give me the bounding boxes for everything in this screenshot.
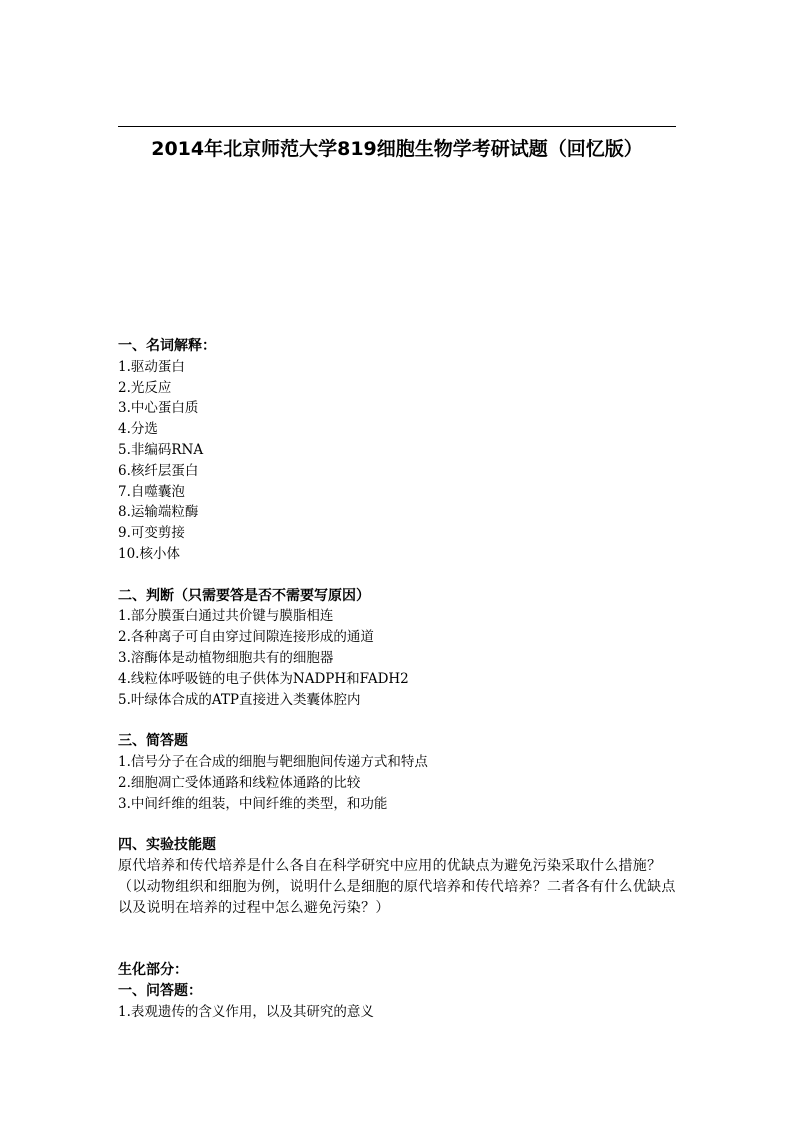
section-heading: 二、判断（只需要答是否不需要写原因）	[118, 587, 370, 604]
header-rule	[118, 126, 676, 127]
list-item: 1.信号分子在合成的细胞与靶细胞间传递方式和特点	[118, 753, 428, 770]
list-item: 7.自噬囊泡	[118, 483, 185, 500]
document-title: 2014年北京师范大学819细胞生物学考研试题（回忆版）	[151, 138, 643, 160]
list-item: 1.表观遗传的含义作用，以及其研究的意义	[118, 1003, 374, 1020]
section-heading: 一、名词解释：	[118, 338, 216, 354]
list-item: 5.叶绿体合成的ATP直接进入类囊体腔内	[118, 691, 361, 708]
section-heading: 三、简答题	[118, 733, 188, 750]
list-item: 6.核纤层蛋白	[118, 462, 199, 479]
section-biochemistry	[118, 960, 678, 1022]
list-item: 4.线粒体呼吸链的电子供体为NADPH和FADH2	[118, 670, 409, 687]
list-item: 2.各种离子可自由穿过间隙连接形成的通道	[118, 629, 374, 646]
list-item: 1.部分膜蛋白通过共价键与膜脂相连	[118, 608, 334, 625]
list-item: 3.中间纤维的组装，中间纤维的类型，和功能	[118, 795, 388, 812]
document-body	[118, 336, 678, 1022]
section-paragraph: 原代培养和传代培养是什么各自在科学研究中应用的优缺点为避免污染采取什么措施？（以动物组织和细胞为例，说明什么是细胞的原代培养和传代培养？二者各有什么优缺点以及说明在培养的过程中怎么避免污染？）	[118, 857, 676, 916]
section-lab-skills	[118, 835, 678, 918]
section-true-false	[118, 586, 678, 711]
list-item: 2.细胞凋亡受体通路和线粒体通路的比较	[118, 774, 361, 791]
section-heading: 四、实验技能题	[118, 837, 216, 854]
section-short-answer	[118, 731, 678, 814]
section-heading: 一、问答题：	[118, 982, 202, 999]
part-heading: 生化部分：	[118, 961, 188, 978]
list-item: 1.驱动蛋白	[118, 358, 185, 375]
list-item: 4.分选	[118, 421, 158, 438]
list-item: 9.可变剪接	[118, 525, 185, 542]
list-item: 5.非编码RNA	[118, 441, 204, 458]
list-item: 3.中心蛋白质	[118, 400, 199, 417]
list-item: 3.溶酶体是动植物细胞共有的细胞器	[118, 649, 334, 666]
list-item: 2.光反应	[118, 379, 172, 396]
section-terms	[118, 336, 678, 565]
list-item: 8.运输端粒酶	[118, 504, 199, 521]
list-item: 10.核小体	[118, 545, 180, 562]
